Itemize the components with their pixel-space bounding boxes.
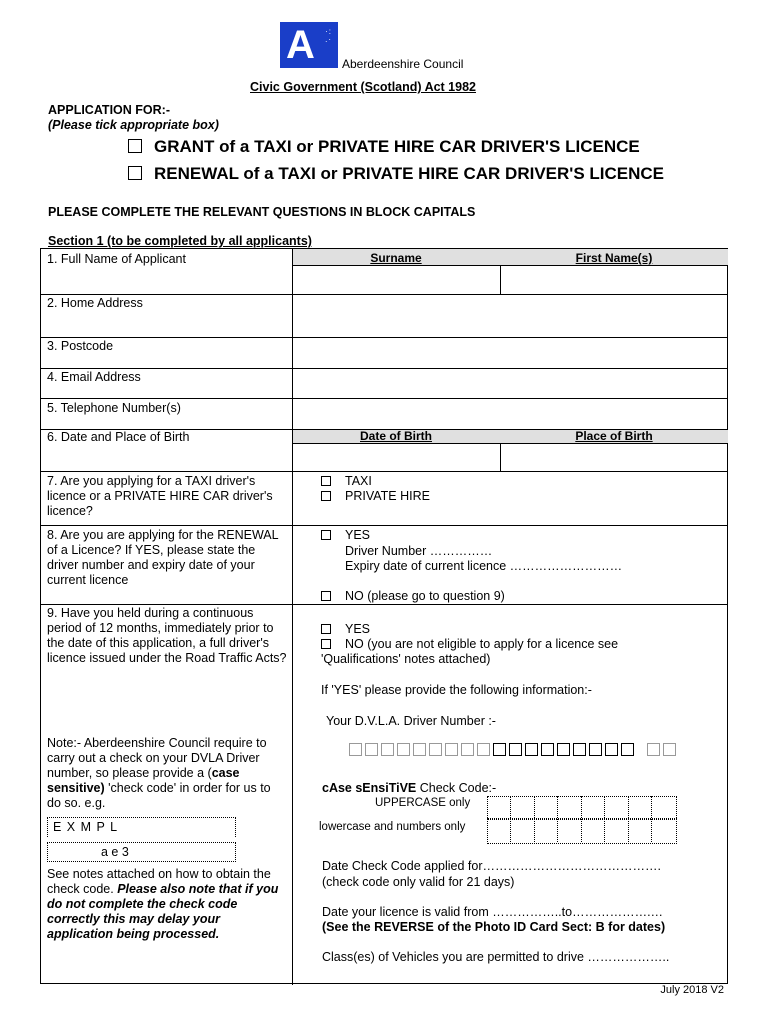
q8-no-option[interactable]: NO (please go to question 9): [321, 589, 505, 604]
q6-label: 6. Date and Place of Birth: [47, 430, 190, 444]
vehicle-class[interactable]: Class(es) of Vehicles you are permitted to drive ………………..: [322, 950, 670, 964]
q9-no-option[interactable]: NO (you are not eligible to apply for a licence see 'Qualifications' notes attached): [321, 637, 619, 666]
dob-input[interactable]: [293, 444, 499, 470]
lowercase-check-code-input[interactable]: [487, 818, 677, 844]
uppercase-only-label: UPPERCASE only: [375, 797, 471, 809]
renewal-checkbox[interactable]: [128, 166, 142, 180]
see-reverse-note: (See the REVERSE of the Photo ID Card Sect: B for dates): [322, 920, 666, 934]
grant-checkbox[interactable]: [128, 139, 142, 153]
q1-label: 1. Full Name of Applicant: [47, 252, 186, 266]
q4-label: 4. Email Address: [47, 370, 141, 384]
surname-input[interactable]: [293, 266, 499, 293]
q8-yes-checkbox[interactable]: [321, 530, 331, 540]
example-lowercase: a e 3: [101, 845, 129, 859]
q3-label: 3. Postcode: [47, 339, 114, 353]
firstname-input[interactable]: [501, 266, 727, 293]
q9-yes-option[interactable]: YES: [321, 622, 370, 637]
telephone-input[interactable]: [293, 399, 727, 428]
block-capitals-note: PLEASE COMPLETE THE RELEVANT QUESTIONS IN BLOCK CAPITALS: [48, 205, 476, 219]
dvla-note: Note:- Aberdeenshire Council require to carry out a check on your DVLA Driver number, so please provide a (case sensitive) 'check code' in order for us to do so. e.g.: [47, 736, 271, 810]
pob-input[interactable]: [501, 444, 727, 470]
council-name: Aberdeenshire Council: [342, 57, 464, 71]
footer-version: July 2018 V2: [660, 984, 724, 996]
q8-label: 8. Are you are applying for the RENEWAL of a Licence? If YES, please state the driver number and expiry date of your current licence: [47, 528, 279, 587]
renewal-option[interactable]: [128, 164, 664, 184]
q7-private-option[interactable]: PRIVATE HIRE: [321, 489, 430, 504]
check-code-title: cAse sEnsiTiVE Check Code:-: [322, 781, 497, 795]
postcode-input[interactable]: [293, 338, 727, 367]
q7-private-checkbox[interactable]: [321, 491, 331, 501]
council-logo: [280, 22, 338, 68]
lowercase-numbers-label: lowercase and numbers only: [319, 821, 466, 833]
grant-option[interactable]: [128, 137, 640, 157]
q7-taxi-option[interactable]: TAXI: [321, 474, 372, 489]
surname-header: Surname: [370, 251, 422, 265]
application-heading: APPLICATION FOR:-: [48, 103, 170, 117]
q9-yes-checkbox[interactable]: [321, 624, 331, 634]
q7-label: 7. Are you applying for a TAXI driver's licence or a PRIVATE HIRE CAR driver's licence?: [47, 474, 273, 518]
application-instruction: (Please tick appropriate box): [48, 118, 219, 132]
q8-yes-option[interactable]: YES: [321, 528, 370, 543]
q8-expiry-date[interactable]: Expiry date of current licence ………………………: [345, 559, 623, 573]
dvla-number-boxes[interactable]: [349, 743, 679, 759]
q7-taxi-checkbox[interactable]: [321, 476, 331, 486]
home-address-input[interactable]: [293, 295, 727, 336]
act-title: Civic Government (Scotland) Act 1982: [250, 80, 476, 94]
logo-stars-icon: ·: .·: [325, 27, 332, 44]
q9-label: 9. Have you held during a continuous period of 12 months, immediately prior to the date of this application, a full driver's licence issued under the Road Traffic Acts?: [47, 606, 287, 665]
section1-form: [40, 248, 728, 984]
firstname-header: First Name(s): [575, 251, 653, 265]
q5-label: 5. Telephone Number(s): [47, 401, 181, 415]
email-input[interactable]: [293, 369, 727, 397]
q8-no-checkbox[interactable]: [321, 591, 331, 601]
dob-header: Date of Birth: [360, 429, 432, 443]
example-lowercase-box: [47, 842, 236, 862]
logo-letter-icon: A: [286, 23, 315, 67]
q9-no-checkbox[interactable]: [321, 639, 331, 649]
grant-label: GRANT of a TAXI or PRIVATE HIRE CAR DRIVER'S LICENCE: [154, 137, 640, 156]
q9-if-yes: If 'YES' please provide the following information:-: [321, 683, 592, 697]
date-check-applied[interactable]: Date Check Code applied for…………………………………….: [322, 859, 661, 873]
section1-title: Section 1 (to be completed by all applicants): [48, 234, 312, 248]
example-uppercase: E X M P L: [53, 820, 119, 834]
check-code-notes: See notes attached on how to obtain the check code. Please also note that if you do not complete the check code correctly this may delay your application being processed.: [47, 867, 279, 941]
licence-valid-dates[interactable]: Date your licence is valid from ……………..to……………….…: [322, 905, 664, 919]
renewal-label: RENEWAL of a TAXI or PRIVATE HIRE CAR DRIVER'S LICENCE: [154, 164, 664, 183]
q8-driver-number[interactable]: Driver Number ……………: [345, 544, 493, 558]
q9-dvla-label: Your D.V.L.A. Driver Number :-: [326, 714, 496, 728]
pob-header: Place of Birth: [575, 429, 653, 443]
q2-label: 2. Home Address: [47, 296, 143, 310]
uppercase-check-code-input[interactable]: [487, 796, 677, 820]
valid-21-days: (check code only valid for 21 days): [322, 875, 515, 889]
